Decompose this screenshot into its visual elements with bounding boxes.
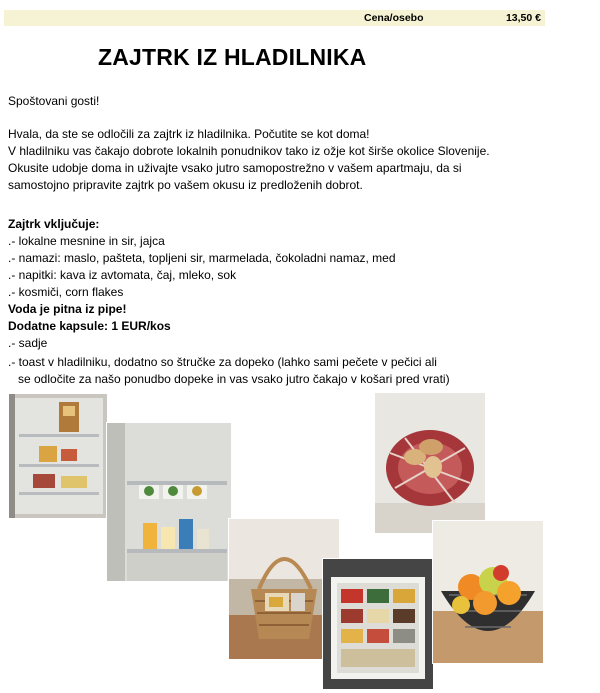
fridge-shelves-photo <box>8 393 108 519</box>
extra-item: .- toast v hladilniku, dodatno so štručke za dopeko (lahko sami pečete v pečici ali <box>8 355 437 369</box>
extra-item: se odločite za našo ponudbo dopeke in vas vsako jutro čakajo v košari pred vrati) <box>8 372 450 386</box>
price-label: Cena/osebo <box>364 12 424 24</box>
include-item: .- namazi: maslo, pašteta, topljeni sir, marmelada, čokoladni namaz, med <box>8 251 396 265</box>
extra-item: .- sadje <box>8 336 48 350</box>
bread-basket-photo <box>374 392 486 534</box>
page-title: ZAJTRK IZ HLADILNIKA <box>98 44 367 70</box>
spreads-box-photo <box>322 558 434 690</box>
include-item: .- kosmiči, corn flakes <box>8 285 124 299</box>
price-bar <box>4 10 545 26</box>
price-value: 13,50 € <box>505 12 541 24</box>
intro-line-2: V hladilniku vas čakajo dobrote lokalnih ponudnikov tako iz ožje kot širše okolice Slovenije. <box>8 144 490 158</box>
intro-line-1: Hvala, da ste se odločili za zajtrk iz hladilnika. Počutite se kot doma! <box>8 127 370 141</box>
include-item: .- lokalne mesnine in sir, jajca <box>8 234 165 248</box>
include-item: .- napitki: kava iz avtomata, čaj, mleko, sok <box>8 268 237 282</box>
includes-heading: Zajtrk vključuje: <box>8 217 100 231</box>
water-note: Voda je pitna iz pipe! <box>8 302 127 316</box>
fruit-bowl-photo <box>432 520 544 664</box>
extra-heading: Dodatne kapsule: 1 EUR/kos <box>8 319 171 333</box>
intro-line-3: Okusite udobje doma in uživajte vsako jutro samopostrežno v vašem apartmaju, da si <box>8 161 462 175</box>
fridge-door-photo <box>106 422 232 582</box>
intro-line-4: samostojno pripravite zajtrk po vašem okusu iz predloženih dobrot. <box>8 178 363 192</box>
greeting: Spoštovani gosti! <box>8 94 100 108</box>
